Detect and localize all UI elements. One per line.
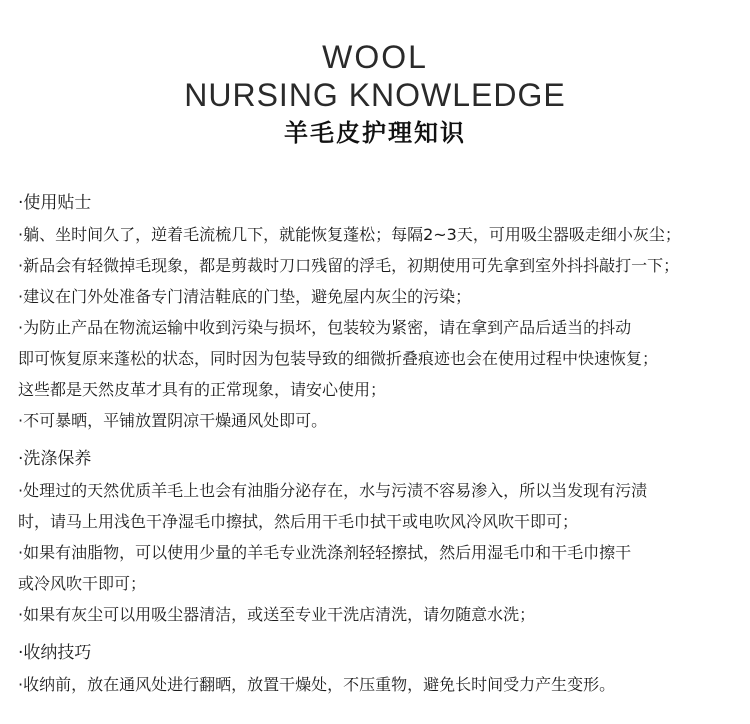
tip-line: ·新品会有轻微掉毛现象，都是剪裁时刀口残留的浮毛，初期使用可先拿到室外抖抖敲打一下；: [18, 256, 680, 275]
section-washing-care: [18, 444, 746, 630]
tip-line: ·建议在门外处准备专门清洁鞋底的门垫，避免屋内灰尘的污染；: [18, 287, 472, 306]
tip-line: 即可恢复原来蓬松的状态，同时因为包装导致的细微折叠痕迹也会在使用过程中快速恢复；: [18, 349, 659, 368]
care-line: ·处理过的天然优质羊毛上也会有油脂分泌存在，水与污渍不容易渗入，所以当发现有污渍: [18, 481, 648, 500]
care-line: 或冷风吹干即可；: [18, 574, 147, 593]
tip-line: ·躺、坐时间久了，逆着毛流梳几下，就能恢复蓬松；每隔2~3天，可用吸尘器吸走细小灰尘；: [18, 225, 681, 244]
section-gap: [18, 630, 746, 638]
care-line: ·如果有灰尘可以用吸尘器清洁，或送至专业干洗店清洗，请勿随意水洗；: [18, 605, 536, 624]
care-line: ·如果有油脂物，可以使用少量的羊毛专业洗涤剂轻轻擦拭，然后用湿毛巾和干毛巾擦干: [18, 543, 632, 562]
storage-line: ·收纳前，放在通风处进行翻晒，放置干燥处，不压重物，避免长时间受力产生变形。: [18, 675, 616, 694]
english-title-line-1: WOOL: [322, 39, 428, 75]
section-title: ·收纳技巧: [18, 643, 92, 663]
section-title: ·洗涤保养: [18, 449, 92, 469]
tip-line: ·为防止产品在物流运输中收到污染与损坏，包装较为紧密，请在拿到产品后适当的抖动: [18, 318, 632, 337]
section-gap: [18, 436, 746, 444]
tip-line: 这些都是天然皮革才具有的正常现象，请安心使用；: [18, 380, 387, 399]
chinese-title: 羊毛皮护理知识: [284, 119, 466, 147]
tip-line: ·不可暴晒，平铺放置阴凉干燥通风处即可。: [18, 411, 328, 430]
section-storage-tips: [18, 638, 746, 700]
english-title-line-2: NURSING KNOWLEDGE: [184, 77, 566, 113]
section-usage-tips: [18, 188, 746, 436]
care-line: 时，请马上用浅色干净湿毛巾擦拭，然后用干毛巾拭干或电吹风冷风吹干即可；: [18, 512, 579, 531]
care-content: [18, 188, 746, 700]
section-title: ·使用贴士: [18, 193, 92, 213]
